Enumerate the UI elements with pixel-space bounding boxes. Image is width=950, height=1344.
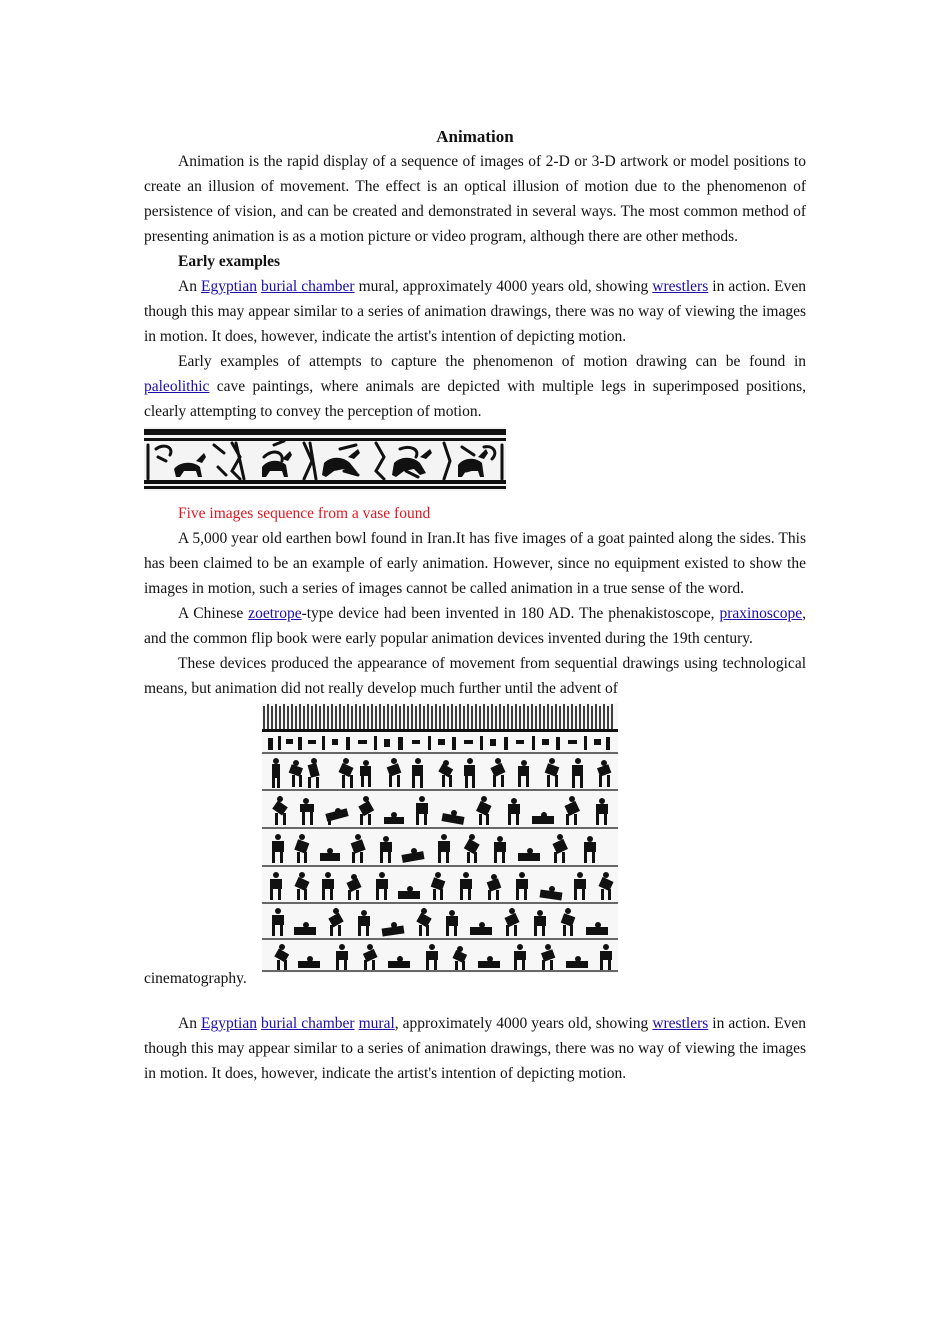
text-run: in action. Even though this may appear similar to a series of animation drawings, there was no way of viewing the images in motion. It does, however, indicate the artist's intention of depicting motion. xyxy=(144,278,807,345)
document-page xyxy=(144,124,806,1086)
paragraph-cave-paintings xyxy=(144,349,806,424)
mural-figure-line xyxy=(144,701,806,991)
link-praxinoscope[interactable]: praxinoscope xyxy=(719,605,803,622)
egyptian-wrestlers-mural-image xyxy=(262,703,618,973)
page-title: Animation xyxy=(436,127,514,146)
cinematography-text: cinematography. xyxy=(144,970,247,987)
link-egyptian[interactable]: Egyptian xyxy=(200,278,257,295)
link-zoetrope[interactable]: zoetrope xyxy=(248,605,302,622)
spacer xyxy=(144,991,806,1011)
text-run: An xyxy=(178,278,201,295)
paragraph-earthen-bowl: A 5,000 year old earthen bowl found in Iran.It has five images of a goat painted along the sides. This has been claimed to be an example of early animation. However, since no equipment existed to show the images in motion, such a series of images cannot be called animation in a true sense of the word. xyxy=(144,530,806,597)
section-heading: Early examples xyxy=(178,253,281,270)
link-wrestlers[interactable]: wrestlers xyxy=(652,1015,709,1032)
link-wrestlers[interactable]: wrestlers xyxy=(652,278,709,295)
text-run: cave paintings, where animals are depicted with multiple legs in superimposed positions, clearly attempting to convey the perception of motion. xyxy=(144,378,806,420)
paragraph-zoetrope xyxy=(144,601,806,651)
link-paleolithic[interactable]: paleolithic xyxy=(144,378,210,395)
paragraph-egyptian-mural xyxy=(144,274,806,349)
text-run: An xyxy=(178,1015,201,1032)
link-burial-chamber[interactable]: burial chamber xyxy=(261,278,355,295)
text-run: in action. Even though this may appear similar to a series of animation drawings, there was no way of viewing the images in motion. It does, however, indicate the artist's intention of depicting motion. xyxy=(144,1015,807,1082)
paragraph-devices: These devices produced the appearance of movement from sequential drawings using technological means, but animation did not really develop much further until the advent of xyxy=(144,655,806,697)
link-egyptian[interactable]: Egyptian xyxy=(200,1015,257,1032)
link-mural[interactable]: mural xyxy=(358,1015,395,1032)
text-run: Early examples of attempts to capture the phenomenon of motion drawing can be found in xyxy=(178,353,806,370)
vase-caption: Five images sequence from a vase found xyxy=(178,505,431,522)
text-run: mural, approximately 4000 years old, showing xyxy=(354,278,653,295)
text-run: , and the common flip book were early popular animation devices invented during the 19th century. xyxy=(144,605,807,647)
vase-figure xyxy=(144,424,806,501)
text-run: A Chinese xyxy=(178,605,249,622)
vase-goat-sequence-image xyxy=(144,427,506,491)
text-run: -type device had been invented in 180 AD. The phenakistoscope, xyxy=(301,605,720,622)
paragraph-egyptian-mural-repeat xyxy=(144,1011,806,1086)
intro-paragraph: Animation is the rapid display of a sequence of images of 2-D or 3-D artwork or model positions to create an illusion of movement. The effect is an optical illusion of motion due to the phenomenon of persistence of vision, and can be created and demonstrated in several ways. The most common method of presenting animation is as a motion picture or video program, although there are other methods. xyxy=(144,153,806,245)
link-burial-chamber[interactable]: burial chamber xyxy=(261,1015,355,1032)
text-run: , approximately 4000 years old, showing xyxy=(394,1015,653,1032)
